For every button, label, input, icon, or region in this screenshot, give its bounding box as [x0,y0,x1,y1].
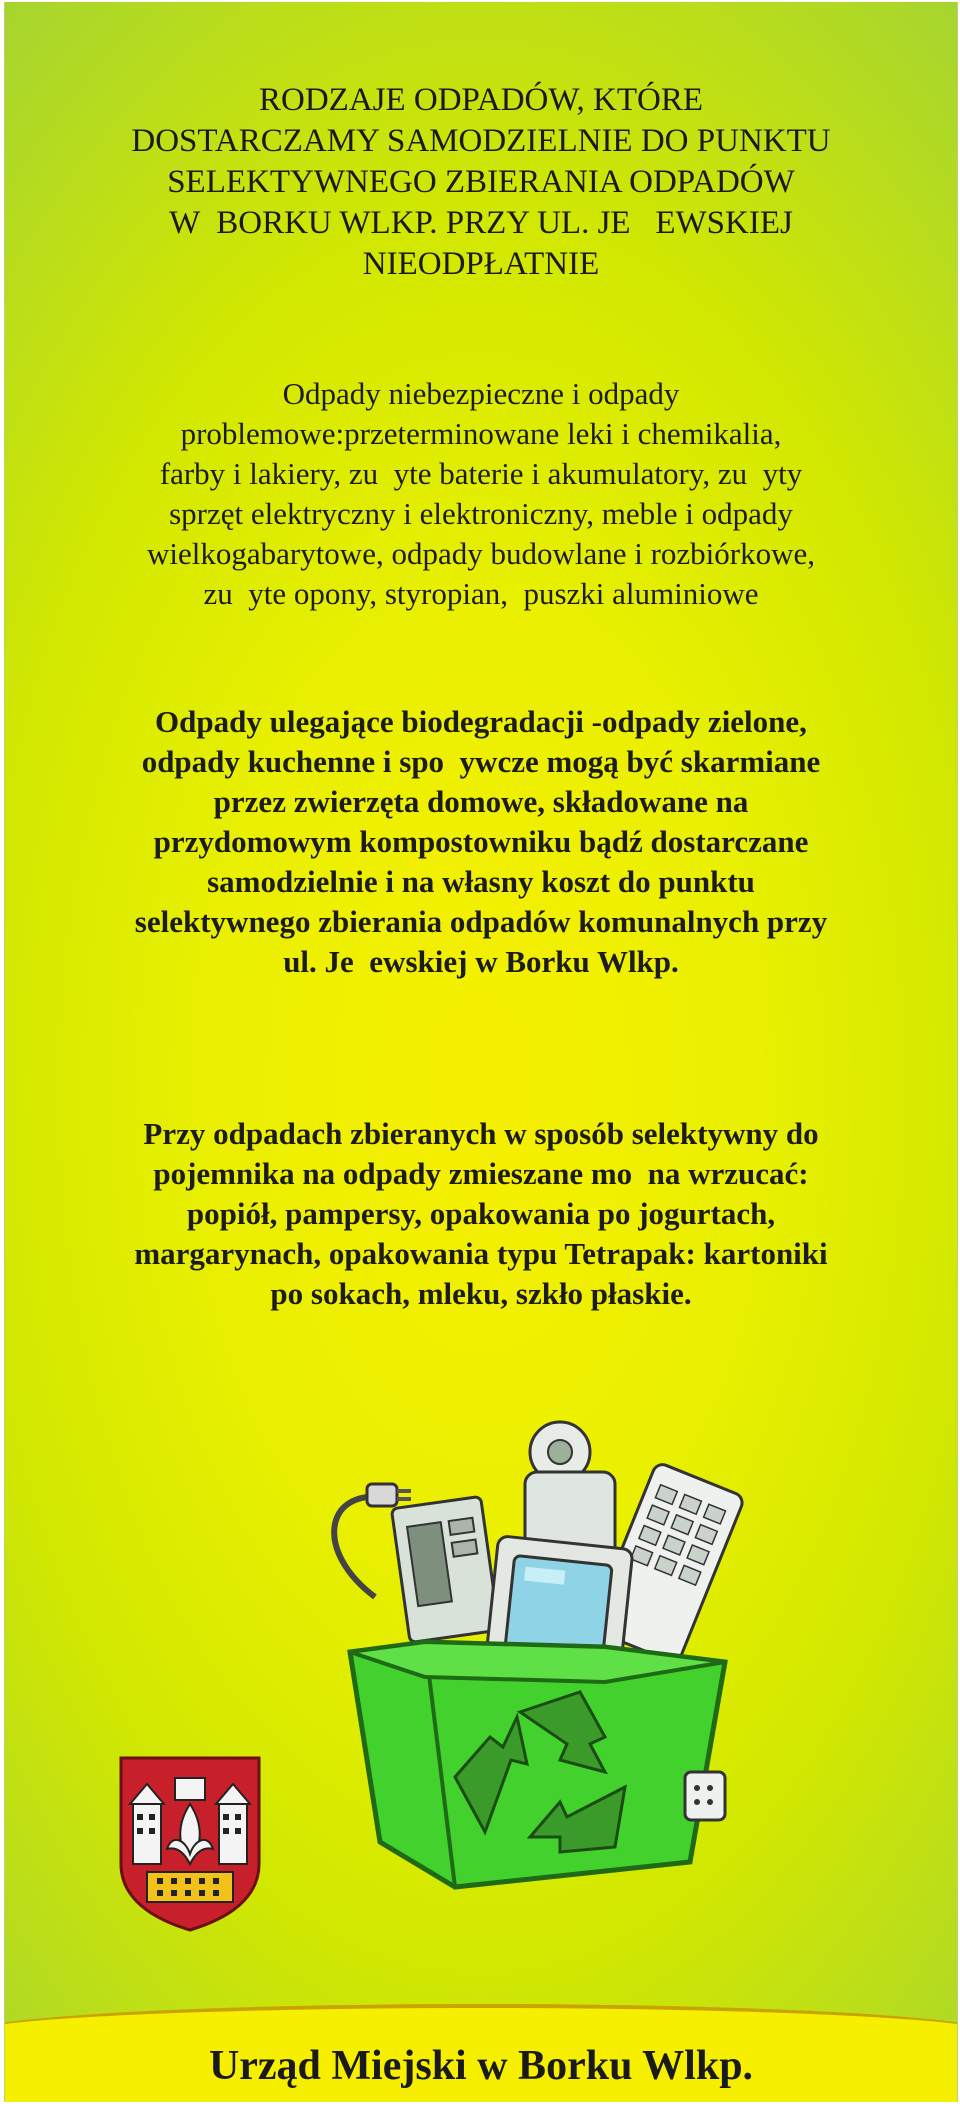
paragraph-line: Przy odpadach zbieranych w sposób selektywny do [143,1116,819,1151]
paragraph-line: po sokach, mleku, szkło płaskie. [270,1276,692,1311]
plug-icon [367,1484,411,1506]
paragraph-line: problemowe:przeterminowane leki i chemikalia, [180,416,782,451]
recycling-bin-illustration [305,1392,775,1912]
paragraph-line: wielkogabarytowe, odpady budowlane i rozbiórkowe, [146,536,816,571]
title-line: DOSTARCZAMY SAMODZIELNIE DO PUNKTU [131,123,831,159]
green-bin-icon [350,1642,725,1887]
coat-of-arms-icon [117,1754,263,1932]
paragraph-line: przez zwierzęta domowe, składowane na [213,784,749,819]
title-line: W BORKU WLKP. PRZY UL. JE EWSKIEJ [169,205,793,241]
mixed-waste-paragraph [5,1114,957,1314]
radio-device-icon [391,1496,499,1642]
paragraph-line: samodzielnie i na własny koszt do punktu [207,864,755,899]
paragraph-line: selektywnego zbierania odpadów komunalnych przy [134,904,828,939]
title-line: RODZAJE ODPADÓW, KTÓRE [258,82,703,118]
hazardous-waste-paragraph [5,374,957,614]
paragraph-line: przydomowym kompostowniku bądź dostarczane [153,824,809,859]
leaflet-panel [4,2,958,2102]
paragraph-line: sprzęt elektryczny i elektroniczny, meble i odpady [169,496,793,531]
paragraph-line: Odpady niebezpieczne i odpady [282,376,680,411]
paragraph-line: margarynach, opakowania typu Tetrapak: kartoniki [134,1236,828,1271]
paragraph-line: ul. Je ewskiej w Borku Wlkp. [283,944,679,979]
footer-text: Urząd Miejski w Borku Wlkp. [208,2043,754,2089]
paragraph-line: popiół, pampersy, opakowania po jogurtach, [186,1196,776,1231]
paragraph-line: Odpady ulegające biodegradacji -odpady zielone, [155,704,807,739]
title-line: NIEODPŁATNIE [362,246,600,282]
page-title [5,80,957,285]
biodegradable-waste-paragraph [5,702,957,982]
paragraph-line: farby i lakiery, zu yte baterie i akumulatory, zu yty [159,456,803,491]
title-line: SELEKTYWNEGO ZBIERANIA ODPADÓW [167,164,795,200]
small-device-icon [685,1772,725,1820]
paragraph-line: odpady kuchenne i spo ywcze mogą być skarmiane [141,744,821,779]
paragraph-line: zu yte opony, styropian, puszki aluminiowe [203,576,759,611]
paragraph-line: pojemnika na odpady zmieszane mo na wrzucać: [153,1156,809,1191]
